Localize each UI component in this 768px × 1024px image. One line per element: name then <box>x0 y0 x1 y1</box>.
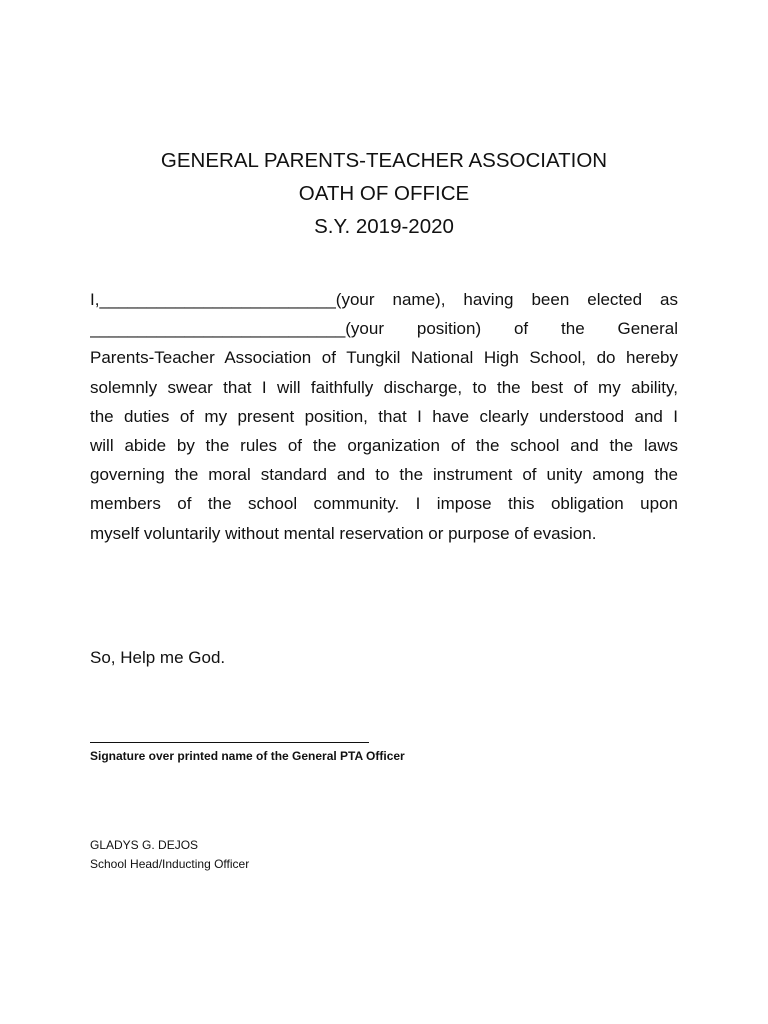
oath-line: governing the moral standard and to the instrument of unity among the <box>90 465 678 485</box>
closing-phrase: So, Help me God. <box>90 648 226 667</box>
title-school-year: S.Y. 2019-2020 <box>314 215 454 238</box>
school-head-title: School Head/Inducting Officer <box>90 857 250 871</box>
signature-caption: Signature over printed name of the General PTA Officer <box>90 749 405 763</box>
title-oath: OATH OF OFFICE <box>298 182 470 205</box>
school-head-name: GLADYS G. DEJOS <box>90 838 199 852</box>
oath-line: members of the school community. I impose this obligation upon <box>90 494 678 514</box>
oath-line: ___________________________(your position) of the General <box>90 319 678 339</box>
oath-line: Parents-Teacher Association of Tungkil National High School, do hereby <box>90 348 678 368</box>
oath-line: I,_________________________(your name), having been elected as <box>90 290 678 309</box>
oath-line: myself voluntarily without mental reservation or purpose of evasion. <box>90 523 597 543</box>
signature-line <box>90 742 369 743</box>
oath-line: the duties of my present position, that I have clearly understood and I <box>90 406 678 426</box>
oath-paragraph <box>90 285 678 548</box>
document-title <box>0 144 768 243</box>
oath-line: will abide by the rules of the organization of the school and the laws <box>90 435 678 455</box>
title-organization: GENERAL PARENTS-TEACHER ASSOCIATION <box>160 149 608 172</box>
oath-line: solemnly swear that I will faithfully discharge, to the best of my ability, <box>90 377 678 397</box>
